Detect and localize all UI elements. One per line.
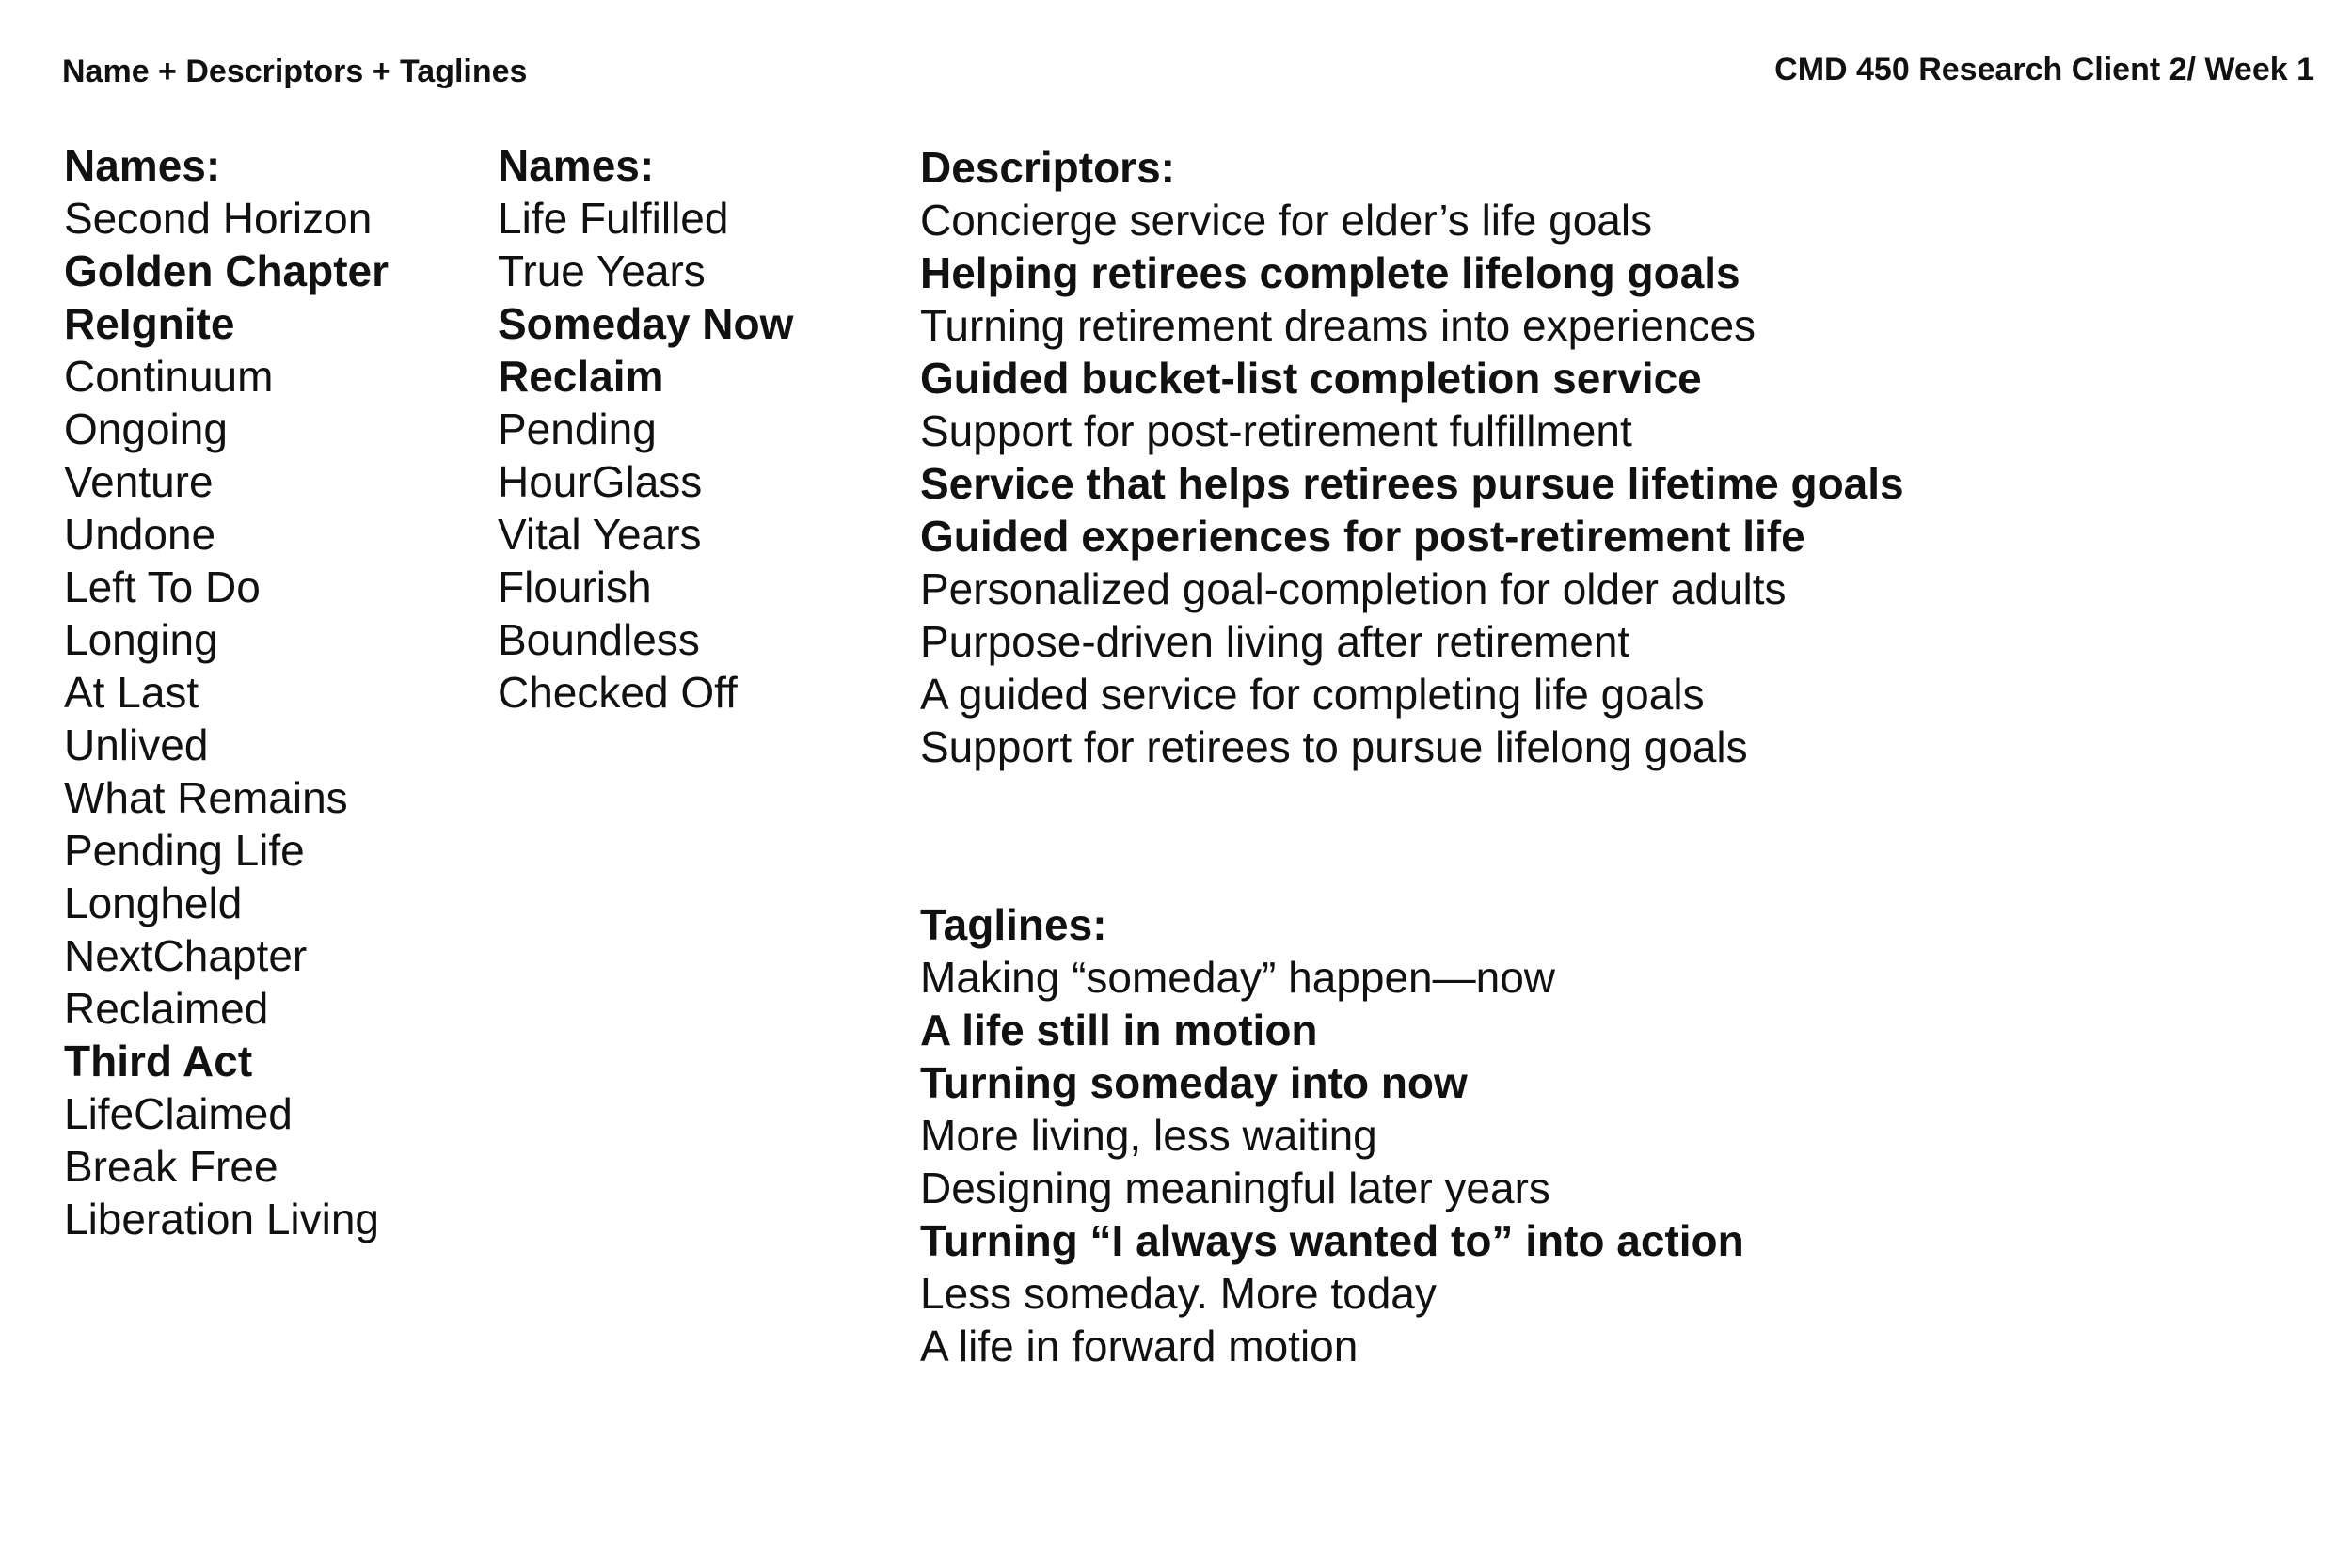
list-item: Designing meaningful later years <box>920 1164 1550 1212</box>
names-heading: Names: <box>64 141 221 190</box>
taglines-column <box>920 898 1744 1372</box>
list-item: A life still in motion <box>920 1006 1318 1054</box>
list-item: What Remains <box>64 773 348 822</box>
names-heading: Names: <box>498 141 655 190</box>
list-item: At Last <box>64 668 199 717</box>
list-item: More living, less waiting <box>920 1111 1377 1160</box>
list-item: Someday Now <box>498 299 794 348</box>
list-item: LifeClaimed <box>64 1089 293 1138</box>
list-item: Unlived <box>64 721 209 769</box>
names-list <box>498 192 793 719</box>
list-item: Reclaim <box>498 352 664 401</box>
list-item: Third Act <box>64 1037 253 1085</box>
list-item: Concierge service for elder’s life goals <box>920 196 1653 245</box>
list-item: Pending Life <box>64 826 305 875</box>
list-item: Left To Do <box>64 562 261 611</box>
list-item: Break Free <box>64 1142 278 1191</box>
list-item: A life in forward motion <box>920 1322 1359 1370</box>
list-item: Venture <box>64 457 214 506</box>
descriptors-list <box>920 194 1904 773</box>
list-item: Longheld <box>64 879 243 927</box>
names-column-1 <box>64 139 389 1245</box>
course-label: CMD 450 Research Client 2/ Week 1 <box>1774 52 2314 87</box>
taglines-list <box>920 951 1744 1372</box>
list-item: NextChapter <box>64 931 308 980</box>
list-item: Boundless <box>498 615 700 664</box>
list-item: Ongoing <box>64 404 228 453</box>
list-item: Pending <box>498 404 657 453</box>
list-item: Personalized goal-completion for older adults <box>920 564 1787 613</box>
list-item: Support for post-retirement fulfillment <box>920 406 1632 455</box>
list-item: Vital Years <box>498 510 702 559</box>
list-item: HourGlass <box>498 457 703 506</box>
list-item: Undone <box>64 510 216 559</box>
list-item: A guided service for completing life goals <box>920 670 1705 719</box>
list-item: ReIgnite <box>64 299 235 348</box>
list-item: Making “someday” happen—now <box>920 953 1556 1002</box>
descriptors-heading: Descriptors: <box>920 143 1175 192</box>
list-item: Flourish <box>498 562 652 611</box>
list-item: Reclaimed <box>64 984 269 1033</box>
list-item: Life Fulfilled <box>498 194 729 243</box>
list-item: True Years <box>498 246 706 295</box>
list-item: Turning someday into now <box>920 1058 1468 1107</box>
list-item: Longing <box>64 615 218 664</box>
list-item: Guided experiences for post-retirement life <box>920 512 1805 561</box>
names-column-2 <box>498 139 793 719</box>
list-item: Turning retirement dreams into experiences <box>920 301 1756 350</box>
list-item: Liberation Living <box>64 1195 380 1243</box>
list-item: Checked Off <box>498 668 738 717</box>
list-item: Less someday. More today <box>920 1269 1437 1318</box>
descriptors-column <box>920 141 1904 773</box>
list-item: Support for retirees to pursue lifelong goals <box>920 722 1748 771</box>
list-item: Service that helps retirees pursue lifetime goals <box>920 459 1904 508</box>
list-item: Helping retirees complete lifelong goals <box>920 248 1740 297</box>
list-item: Guided bucket-list completion service <box>920 354 1702 403</box>
list-item: Turning “I always wanted to” into action <box>920 1216 1744 1265</box>
list-item: Purpose-driven living after retirement <box>920 617 1630 666</box>
taglines-heading: Taglines: <box>920 900 1107 949</box>
list-item: Continuum <box>64 352 274 401</box>
list-item: Golden Chapter <box>64 246 389 295</box>
list-item: Second Horizon <box>64 194 373 243</box>
names-list <box>64 192 389 1245</box>
page-title: Name + Descriptors + Taglines <box>62 54 528 89</box>
